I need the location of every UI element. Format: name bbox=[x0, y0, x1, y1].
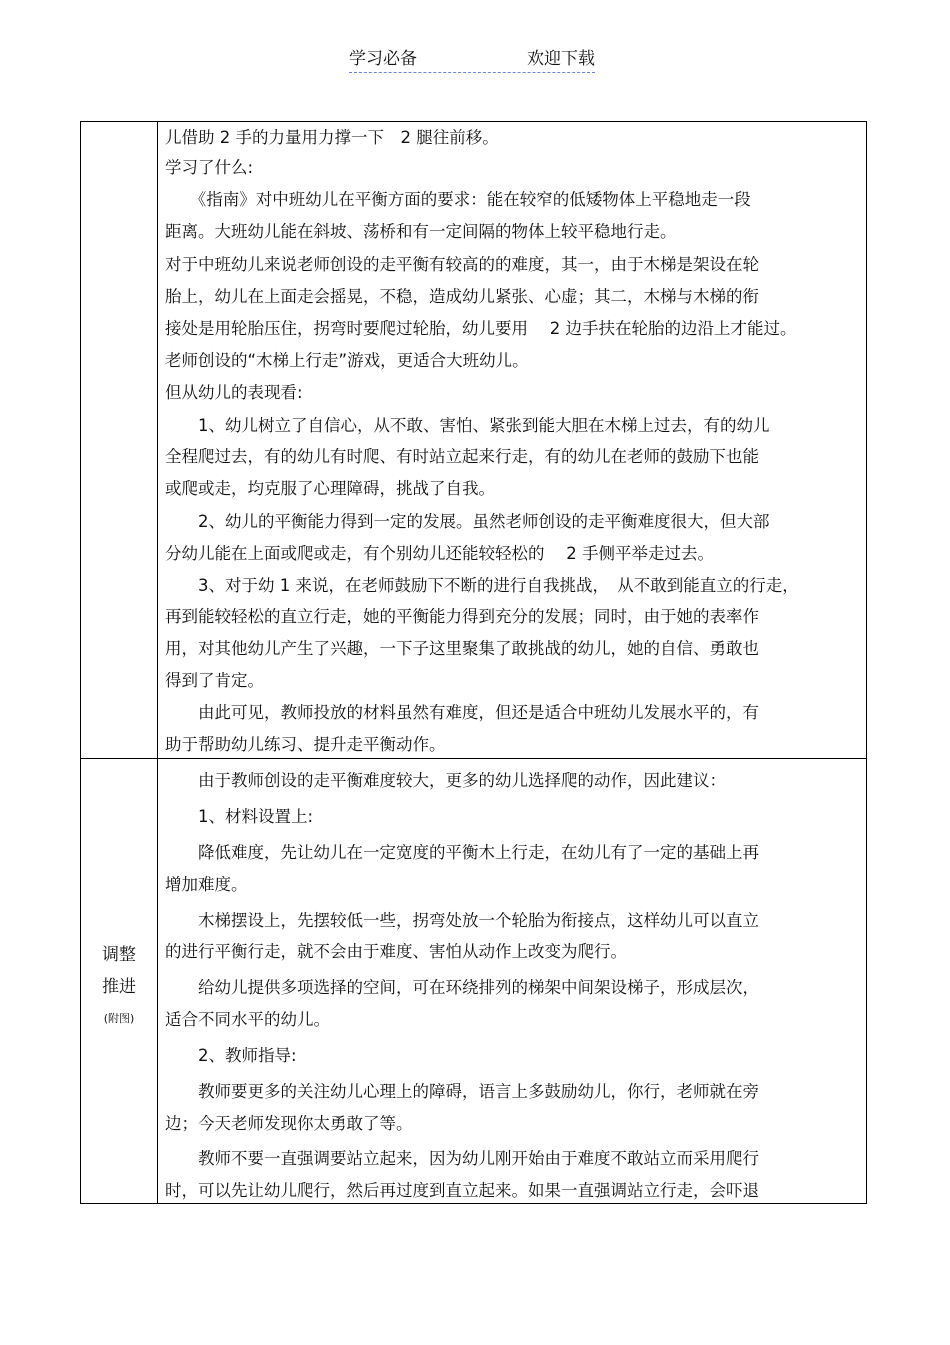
row2-line: 教师要更多的关注幼儿心理上的障碍，语言上多鼓励幼儿，你行，老师就在旁 bbox=[165, 1082, 759, 1101]
row2-line: 1、材料设置上: bbox=[165, 807, 314, 826]
row1-line: 学习了什么: bbox=[165, 158, 254, 177]
row2-line: 适合不同水平的幼儿。 bbox=[165, 1010, 330, 1029]
row1-line: 《指南》对中班幼儿在平衡方面的要求：能在较窄的低矮物体上平稳地走一段 bbox=[165, 190, 751, 209]
row2-line: 教师不要一直强调要站立起来，因为幼儿刚开始由于难度不敢站立而采用爬行 bbox=[165, 1149, 759, 1168]
table-row-divider bbox=[80, 758, 867, 759]
row1-line: 1、幼儿树立了自信心，从不敢、害怕、紧张到能大胆在木梯上过去，有的幼儿 bbox=[165, 416, 770, 435]
content-table bbox=[80, 121, 867, 1204]
row2-line: 由于教师创设的走平衡难度较大，更多的幼儿选择爬的动作，因此建议： bbox=[165, 771, 726, 790]
row-label-advance: 推进 bbox=[102, 977, 136, 997]
row2-line: 时，可以先让幼儿爬行，然后再过度到直立起来。如果一直强调站立行走，会吓退 bbox=[165, 1181, 759, 1200]
row2-line: 边；今天老师发现你太勇敢了等。 bbox=[165, 1114, 413, 1133]
row1-line: 但从幼儿的表现看: bbox=[165, 383, 303, 402]
row1-line: 距离。大班幼儿能在斜坡、荡桥和有一定间隔的物体上较平稳地行走。 bbox=[165, 222, 677, 241]
row1-line: 或爬或走，均克服了心理障碍，挑战了自我。 bbox=[165, 479, 495, 498]
row2-line: 增加难度。 bbox=[165, 875, 248, 894]
row1-line: 对于中班幼儿来说老师创设的走平衡有较高的的难度，其一，由于木梯是架设在轮 bbox=[165, 255, 759, 274]
row1-line: 再到能较轻松的直立行走，她的平衡能力得到充分的发展；同时，由于她的表率作 bbox=[165, 607, 759, 626]
row2-line: 降低难度，先让幼儿在一定宽度的平衡木上行走，在幼儿有了一定的基础上再 bbox=[165, 843, 759, 862]
row2-line: 木梯摆设上，先摆较低一些，拐弯处放一个轮胎为衔接点，这样幼儿可以直立 bbox=[165, 911, 759, 930]
row2-line: 的进行平衡行走，就不会由于难度、害怕从动作上改变为爬行。 bbox=[165, 942, 627, 961]
row-label-adjust: 调整 bbox=[102, 945, 136, 965]
row2-line: 给幼儿提供多项选择的空间，可在环绕排列的梯架中间架设梯子，形成层次， bbox=[165, 978, 759, 997]
row1-line: 接处是用轮胎压住，拐弯时要爬过轮胎，幼儿要用 2 边手扶在轮胎的边沿上才能过。 bbox=[165, 319, 797, 338]
row1-line: 儿借助 2 手的力量用力撑一下 2 腿往前移。 bbox=[165, 128, 499, 147]
row1-line: 用，对其他幼儿产生了兴趣，一下子这里聚集了敢挑战的幼儿，她的自信、勇敢也 bbox=[165, 639, 759, 658]
row1-line: 胎上，幼儿在上面走会摇晃，不稳，造成幼儿紧张、心虚；其二，木梯与木梯的衔 bbox=[165, 287, 759, 306]
row1-line: 分幼儿能在上面或爬或走，有个别幼儿还能较轻松的 2 手侧平举走过去。 bbox=[165, 544, 714, 563]
row1-line: 老师创设的“木梯上行走”游戏，更适合大班幼儿。 bbox=[165, 351, 529, 370]
row1-line: 3、对于幼 1 来说，在老师鼓励下不断的进行自我挑战， 从不敢到能直立的行走， bbox=[165, 576, 799, 595]
header-right-text: 欢迎下载 bbox=[527, 49, 595, 69]
row1-line: 助于帮助幼儿练习、提升走平衡动作。 bbox=[165, 735, 446, 754]
row1-line: 全程爬过去，有的幼儿有时爬、有时站立起来行走，有的幼儿在老师的鼓励下也能 bbox=[165, 447, 759, 466]
table-column-divider bbox=[157, 121, 158, 1204]
row-label-note: (附图) bbox=[103, 1012, 135, 1025]
row2-line: 2、教师指导: bbox=[165, 1046, 297, 1065]
page-header bbox=[349, 48, 595, 73]
row1-line: 2、幼儿的平衡能力得到一定的发展。虽然老师创设的走平衡难度很大，但大部 bbox=[165, 512, 770, 531]
row1-line: 得到了肯定。 bbox=[165, 671, 264, 690]
row1-line: 由此可见，教师投放的材料虽然有难度，但还是适合中班幼儿发展水平的，有 bbox=[165, 703, 759, 722]
header-left-text: 学习必备 bbox=[349, 49, 417, 69]
